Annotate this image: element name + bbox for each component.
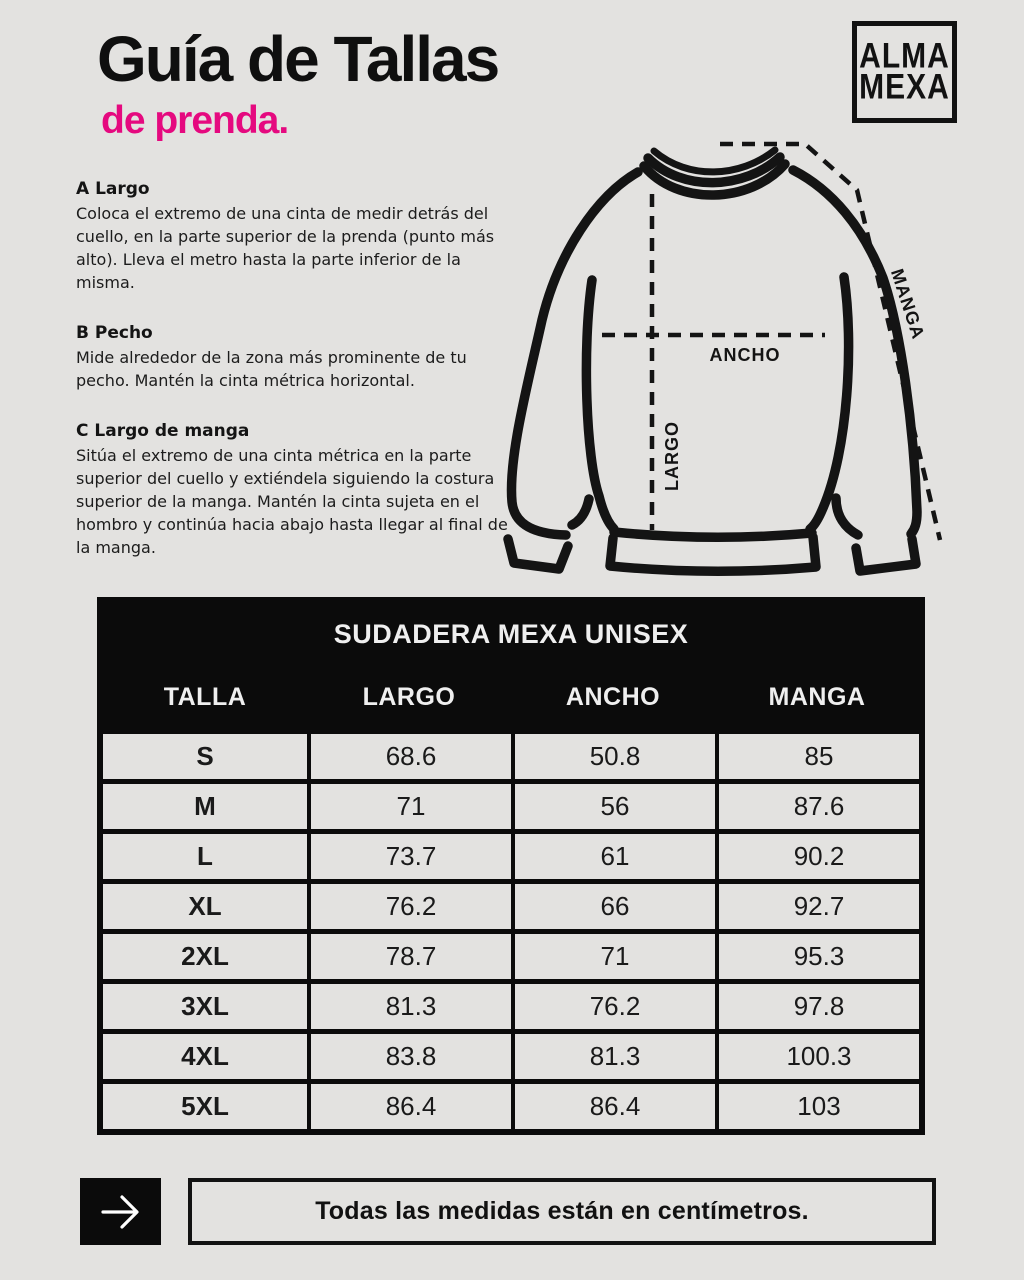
diagram-label-largo: LARGO bbox=[662, 421, 682, 491]
brand-logo-line2: MEXA bbox=[859, 68, 950, 107]
measurement-cell: 92.7 bbox=[715, 884, 919, 929]
table-row bbox=[103, 879, 919, 929]
instruction-largo bbox=[76, 179, 524, 294]
measurement-cell: 103 bbox=[715, 1084, 919, 1129]
measurement-cell: 87.6 bbox=[715, 784, 919, 829]
measurement-cell: 86.4 bbox=[307, 1084, 511, 1129]
measurement-cell: 66 bbox=[511, 884, 715, 929]
measurement-cell: 78.7 bbox=[307, 934, 511, 979]
column-header-talla: TALLA bbox=[163, 682, 247, 711]
measurement-cell: 73.7 bbox=[307, 834, 511, 879]
measurement-cell: 86.4 bbox=[511, 1084, 715, 1129]
size-label-cell: M bbox=[194, 791, 216, 821]
size-label-cell: XL bbox=[188, 891, 222, 921]
arrow-right-icon bbox=[95, 1186, 147, 1238]
size-table-header-row bbox=[103, 665, 919, 729]
measurement-cell: 50.8 bbox=[511, 734, 715, 779]
units-note: Todas las medidas están en centímetros. bbox=[188, 1178, 936, 1245]
page-title: Guía de Tallas bbox=[97, 23, 499, 95]
measurement-cell: 76.2 bbox=[511, 984, 715, 1029]
size-label-cell: 5XL bbox=[181, 1091, 229, 1121]
table-row bbox=[103, 1079, 919, 1129]
table-row bbox=[103, 1029, 919, 1079]
brand-logo bbox=[852, 21, 957, 123]
measurement-cell: 81.3 bbox=[511, 1034, 715, 1079]
instruction-pecho-heading: B Pecho bbox=[76, 323, 153, 343]
instruction-largo-heading: A Largo bbox=[76, 179, 150, 199]
measurement-cell: 95.3 bbox=[715, 934, 919, 979]
measurement-cell: 71 bbox=[511, 934, 715, 979]
column-header-ancho: ANCHO bbox=[565, 682, 661, 711]
size-label-cell: 3XL bbox=[181, 991, 229, 1021]
measurement-cell: 76.2 bbox=[307, 884, 511, 929]
size-label-cell: L bbox=[197, 841, 213, 871]
instruction-manga-heading: C Largo de manga bbox=[76, 421, 250, 441]
measurement-cell: 85 bbox=[715, 734, 919, 779]
column-header-largo: LARGO bbox=[362, 682, 456, 711]
table-row bbox=[103, 829, 919, 879]
measurement-cell: 68.6 bbox=[307, 734, 511, 779]
arrow-box bbox=[80, 1178, 161, 1245]
size-table-title: SUDADERA MEXA UNISEX bbox=[333, 618, 689, 649]
table-row bbox=[103, 979, 919, 1029]
size-label-cell: 4XL bbox=[181, 1041, 229, 1071]
instruction-manga bbox=[76, 421, 524, 559]
brand-logo-line1: ALMA bbox=[859, 37, 950, 76]
size-label-cell: S bbox=[196, 741, 214, 771]
table-row bbox=[103, 929, 919, 979]
table-row bbox=[103, 779, 919, 829]
measurement-cell: 81.3 bbox=[307, 984, 511, 1029]
measuring-instructions bbox=[76, 179, 524, 588]
size-label-cell: 2XL bbox=[181, 941, 229, 971]
size-table-body bbox=[103, 729, 919, 1129]
table-row bbox=[103, 729, 919, 779]
page-subtitle: de prenda. bbox=[101, 99, 289, 142]
measurement-cell: 61 bbox=[511, 834, 715, 879]
diagram-label-manga: MANGA bbox=[886, 266, 929, 342]
diagram-label-ancho: ANCHO bbox=[709, 345, 781, 365]
column-header-manga: MANGA bbox=[768, 682, 866, 711]
measurement-cell: 97.8 bbox=[715, 984, 919, 1029]
measurement-cell: 90.2 bbox=[715, 834, 919, 879]
sweater-diagram-icon bbox=[492, 128, 982, 593]
measurement-cell: 71 bbox=[307, 784, 511, 829]
instruction-manga-body: Sitúa el extremo de una cinta métrica en la parte superior del cuello y extiéndela siguiendo la costura superior de la manga. Mantén la cinta sujeta en el hombro y continúa hacia abajo hasta llegar al final de la manga. bbox=[76, 446, 508, 557]
instruction-largo-body: Coloca el extremo de una cinta de medir detrás del cuello, en la parte superior de la prenda (punto más alto). Lleva el metro hasta la parte inferior de la misma. bbox=[76, 204, 495, 292]
size-table bbox=[97, 597, 925, 1135]
instruction-pecho-body: Mide alrededor de la zona más prominente de tu pecho. Mantén la cinta métrica horizontal. bbox=[76, 348, 467, 390]
measurement-cell: 83.8 bbox=[307, 1034, 511, 1079]
instruction-pecho bbox=[76, 323, 524, 392]
measurement-cell: 100.3 bbox=[715, 1034, 919, 1079]
measurement-cell: 56 bbox=[511, 784, 715, 829]
